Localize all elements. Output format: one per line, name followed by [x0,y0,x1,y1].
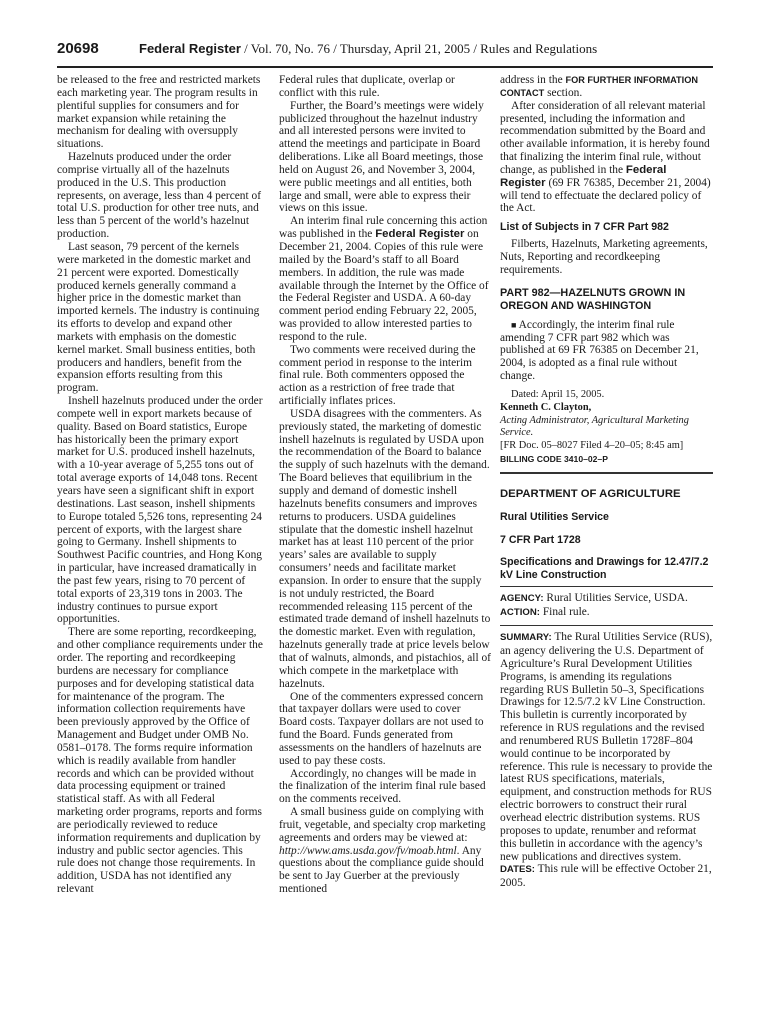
divider [500,625,713,626]
paragraph: USDA disagrees with the commenters. As previously stated, the marketing of domestic inshell hazelnuts is regulated by USDA upon the recommendation of the Board to balance the supply of such hazelnuts with the demand. The Board believes that equilibrium in the supply and demand of domestic inshell hazelnuts benefits consumers and improves returns to producers. USDA guidelines stipulate that the domestic inshell hazelnut market has at least 110 percent of the prior years’ sales are available to supply consumers’ needs and facilitate market expansion. In order to ensure that the supply is not unduly restricted, the Board recommended releasing 115 percent of the estimated trade demand of inshell hazelnuts to the domestic market. Even with regulation, hazelnuts generally trade at price levels below that of walnuts, almonds, and pistachios, all of which compete in the marketplace with hazelnuts. [279,407,491,690]
section-divider [500,472,713,474]
dates-paragraph [500,863,713,890]
divider [500,586,713,587]
signer-name: Kenneth C. Clayton, [500,401,592,413]
running-title [139,41,597,57]
amendatory-instruction [500,319,713,383]
paragraph [279,215,491,343]
issue-details: / Vol. 70, No. 76 / Thursday, April 21, 2005 / Rules and Regulations [240,41,598,56]
dated-line: Dated: April 15, 2005. [511,388,605,400]
action-label: ACTION: [500,607,540,619]
publication-name: Federal Register [139,41,241,56]
running-header [57,40,713,62]
agency-heading: Rural Utilities Service [500,510,609,523]
column-left [57,74,263,896]
summary-paragraph [500,631,713,863]
federal-register-ref: Federal Register [500,163,667,189]
summary-value: The Rural Utilities Service (RUS), an agency delivering the U.S. Department of Agriculture’s Rural Development Utilities Programs, is amending its regulations regarding RUS Bulletin 50–3, Specifications Drawings for 12.5/7.2 kV Line Construction. This bulletin is currently incorporated by reference in RUS regulations and the revised and renumbered RUS Bulletin 1728F–804 would continue to be incorporated by reference. This rule is necessary to provide the latest RUS specifications, materials, equipment, and construction methods for RUS electric borrowers to construct their rural overhead electric distribution systems. RUS proposes to update, renumber and reformat this bulletin in accordance with the agency’s new publications and directives system. [500,631,713,863]
paragraph [500,74,713,100]
part-heading: PART 982—HAZELNUTS GROWN IN OREGON AND WASHINGTON [500,286,686,312]
cfr-part-heading: 7 CFR Part 1728 [500,533,581,546]
text: A small business guide on complying with fruit, vegetable, and specialty crop marketing agreements and orders may be viewed at: [279,806,486,844]
contact-section-ref: FOR FURTHER INFORMATION CONTACT [500,75,699,98]
text: Accordingly, the interim final rule amending 7 CFR part 982 which was published at 69 FR 76385 on December 21, 2004, is adopted as a final rule without change. [500,318,699,383]
paragraph: Inshell hazelnuts produced under the order compete well in export markets because of quality. Based on Board statistics, Europe has historically been the primary export market for U.S. produced inshell hazelnuts, with a 10-year average of 5,255 tons out of total average exports of 14,048 tons. Recent years have seen a significant shift in export destinations. Last season, inshell shipments to Europe totaled 5,526 tons, representing 24 percent of exports, with the largest share going to Germany. Inshell shipments to Southwest Pacific countries, and Hong Kong in particular, have increased dramatically in the past few years, rising to 70 percent of total exports of 23,319 tons in 2003. The industry continues to pursue export opportunities. [57,395,263,626]
department-heading: DEPARTMENT OF AGRICULTURE [500,487,681,500]
dates-label: DATES: [500,864,535,876]
text: . Any questions about the compliance guide should be sent to Jay Guerber at the previously mentioned [279,844,484,896]
page-number: 20698 [57,40,99,57]
paragraph [279,806,491,896]
subjects-heading: List of Subjects in 7 CFR Part 982 [500,221,669,234]
agency-value: Rural Utilities Service, USDA. [543,592,688,605]
subjects-text: Filberts, Hazelnuts, Marketing agreements, Nuts, Reporting and recordkeeping requirements. [500,238,708,276]
paragraph: Accordingly, no changes will be made in the finalization of the interim final rule based on the comments received. [279,767,486,806]
text: An interim final rule concerning this action was published in the [279,215,488,241]
summary-label: SUMMARY: [500,632,552,644]
paragraph: Two comments were received during the comment period in response to the interim final rule. Both commenters opposed the action as a restriction of free trade that artificially inflates prices. [279,343,476,408]
dates-value: This rule will be effective October 21, 2005. [500,863,712,890]
square-bullet-icon: ■ [511,319,517,330]
paragraph: Last season, 79 percent of the kernels were marketed in the domestic market and 21 percent were exported. Domestically produced kernels generally command a higher price in the domestic market than imported kernels. The industry is continuing its efforts to develop and expand other markets with emphasis on the domestic kernel market. Small business entities, both producers and handlers, benefit from the expansion efforts resulting from this program. [57,240,260,395]
paragraph: There are some reporting, recordkeeping, and other compliance requirements under the order. The reporting and recordkeeping burdens are necessary for compliance purposes and for developing statistical data for maintenance of the program. The information collection requirements have been previously approved by the Office of Management and Budget under OMB No. 0581–0178. The forms require information which is readily available from handler records and which can be provided without data processing equipment or trained statistical staff. As with all Federal marketing order programs, reports and forms are periodically reviewed to reduce information requirements and duplication by industry and public sector agencies. This rule does not change those requirements. In addition, USDA has not identified any relevant [57,626,263,896]
text: After consideration of all relevant material presented, including the information and recommendation submitted by the Board and other available information, it is hereby found that finalizing the interim final rule, without change, as published in the [500,99,710,176]
paragraph: One of the commenters expressed concern that taxpayer dollars were used to cover Board costs. Taxpayer dollars are not used to fund the Board. Funds generated from assessments on the handlers of hazelnuts are used to pay these costs. [279,690,484,767]
paragraph [500,100,713,216]
agency-label: AGENCY: [500,593,544,605]
action-value: Final rule. [539,606,590,619]
rule-title: Specifications and Drawings for 12.47/7.2 kV Line Construction [500,556,709,581]
agency-line [500,592,713,606]
paragraph: Further, the Board’s meetings were widely publicized throughout the hazelnut industry and all interested persons were invited to attend the meetings and participate in Board deliberations. Like all Board meetings, those held on August 26, and November 3, 2004, were public meetings and all entities, both large and small, were able to express their views on this issue. [279,99,484,215]
paragraph: Federal rules that duplicate, overlap or conflict with this rule. [279,74,455,99]
signer-title: Acting Administrator, Agricultural Marketing Service. [500,414,689,439]
text: section. [544,86,583,99]
text: address in the [500,74,566,86]
header-rule [57,66,713,68]
paragraph: be released to the free and restricted markets each marketing year. The program results in plentiful supplies for consumers and for market expansion while retaining the mechanism for dealing with oversupply situations. [57,74,261,151]
text: on December 21, 2004. Copies of this rule were mailed by the Board’s staff to all Board members. In addition, the rule was made available through the Internet by the Office of the Federal Register and USDA. A 60-day comment period ending February 22, 2005, was provided to allow interested parties to respond to the rule. [279,228,489,343]
fr-doc-line: [FR Doc. 05–8027 Filed 4–20–05; 8:45 am] [500,440,684,452]
column-right [500,74,713,890]
text: (69 FR 76385, December 21, 2004) will tend to effectuate the declared policy of the Act. [500,176,711,215]
federal-register-ref: Federal Register [375,228,465,241]
paragraph: Hazelnuts produced under the order comprise virtually all of the hazelnuts produced in the U.S. This production represents, on average, less than 4 percent of total U.S. production for other tree nuts, and less than 5 percent of the world’s hazelnut production. [57,151,261,241]
billing-code: BILLING CODE 3410–02–P [500,454,608,465]
action-line [500,606,713,620]
column-middle [279,74,491,896]
compliance-guide-link[interactable]: http://www.ams.usda.gov/fv/moab.html [279,844,457,857]
